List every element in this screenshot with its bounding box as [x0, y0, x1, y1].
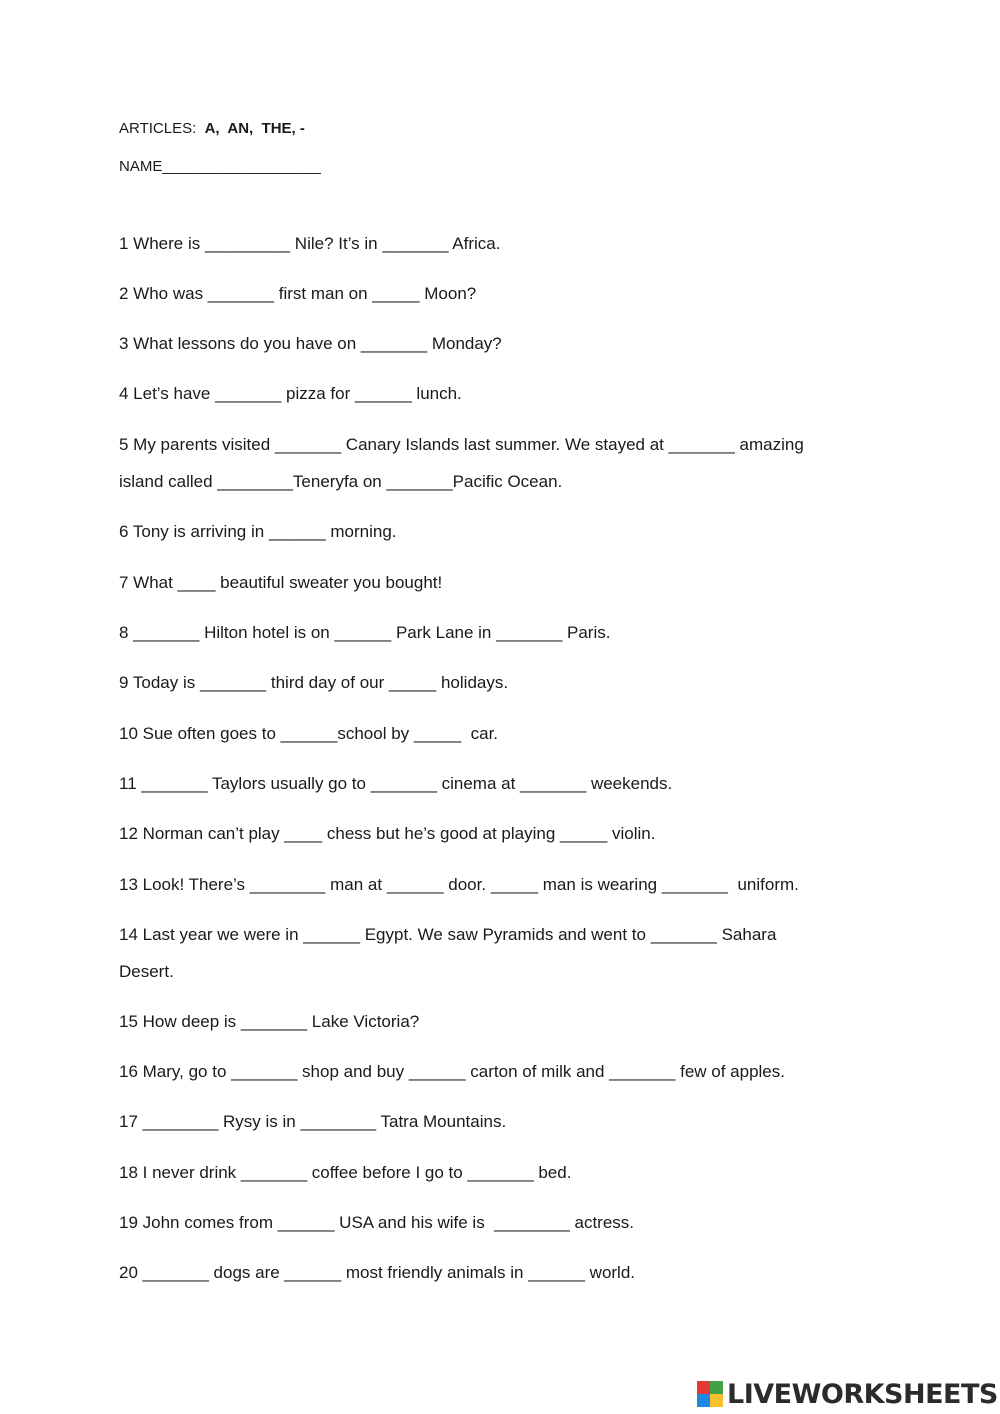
- question-line: 3 What lessons do you have on _______ Monday?: [119, 334, 502, 353]
- question-line: 16 Mary, go to _______ shop and buy ______ carton of milk and _______ few of apples.: [119, 1062, 785, 1081]
- question-line: 18 I never drink _______ coffee before I go to _______ bed.: [119, 1163, 572, 1182]
- question-line: 17 ________ Rysy is in ________ Tatra Mountains.: [119, 1112, 507, 1131]
- worksheet-title: [119, 120, 305, 137]
- logo-square: [697, 1394, 710, 1407]
- liveworksheets-mark-icon: [697, 1381, 723, 1407]
- logo-square: [710, 1381, 723, 1394]
- question-line: 1 Where is _________ Nile? It’s in _______ Africa.: [119, 234, 501, 253]
- liveworksheets-logo: [697, 1374, 998, 1414]
- question-line: 20 _______ dogs are ______ most friendly animals in ______ world.: [119, 1263, 636, 1282]
- question-line: 19 John comes from ______ USA and his wife is ________ actress.: [119, 1213, 635, 1232]
- question-line: 11 _______ Taylors usually go to _______ cinema at _______ weekends.: [119, 774, 673, 793]
- question-line: 2 Who was _______ first man on _____ Moon?: [119, 284, 477, 303]
- question-line-continued: Desert.: [119, 962, 174, 981]
- question-line: 6 Tony is arriving in ______ morning.: [119, 522, 397, 541]
- question-line: 5 My parents visited _______ Canary Islands last summer. We stayed at _______ amazing: [119, 435, 804, 454]
- question-line-continued: island called ________Teneryfa on _______Pacific Ocean.: [119, 472, 563, 491]
- logo-square: [710, 1394, 723, 1407]
- logo-text: LIVEWORKSHEETS: [727, 1378, 998, 1410]
- question-line: 10 Sue often goes to ______school by _____ car.: [119, 724, 499, 743]
- title-prefix: ARTICLES:: [119, 120, 205, 137]
- title-articles: A, AN, THE, -: [204, 120, 305, 137]
- question-line: 7 What ____ beautiful sweater you bought!: [119, 573, 443, 592]
- question-line: 13 Look! There’s ________ man at ______ door. _____ man is wearing _______ uniform.: [119, 875, 799, 894]
- question-line: 9 Today is _______ third day of our _____ holidays.: [119, 673, 509, 692]
- question-line: 15 How deep is _______ Lake Victoria?: [119, 1012, 420, 1031]
- name-field-line: NAME___________________: [119, 158, 321, 175]
- question-line: 4 Let’s have _______ pizza for ______ lunch.: [119, 384, 462, 403]
- question-line: 8 _______ Hilton hotel is on ______ Park Lane in _______ Paris.: [119, 623, 611, 642]
- question-line: 14 Last year we were in ______ Egypt. We saw Pyramids and went to _______ Sahara: [119, 925, 777, 944]
- question-line: 12 Norman can’t play ____ chess but he’s good at playing _____ violin.: [119, 824, 656, 843]
- logo-square: [697, 1381, 710, 1394]
